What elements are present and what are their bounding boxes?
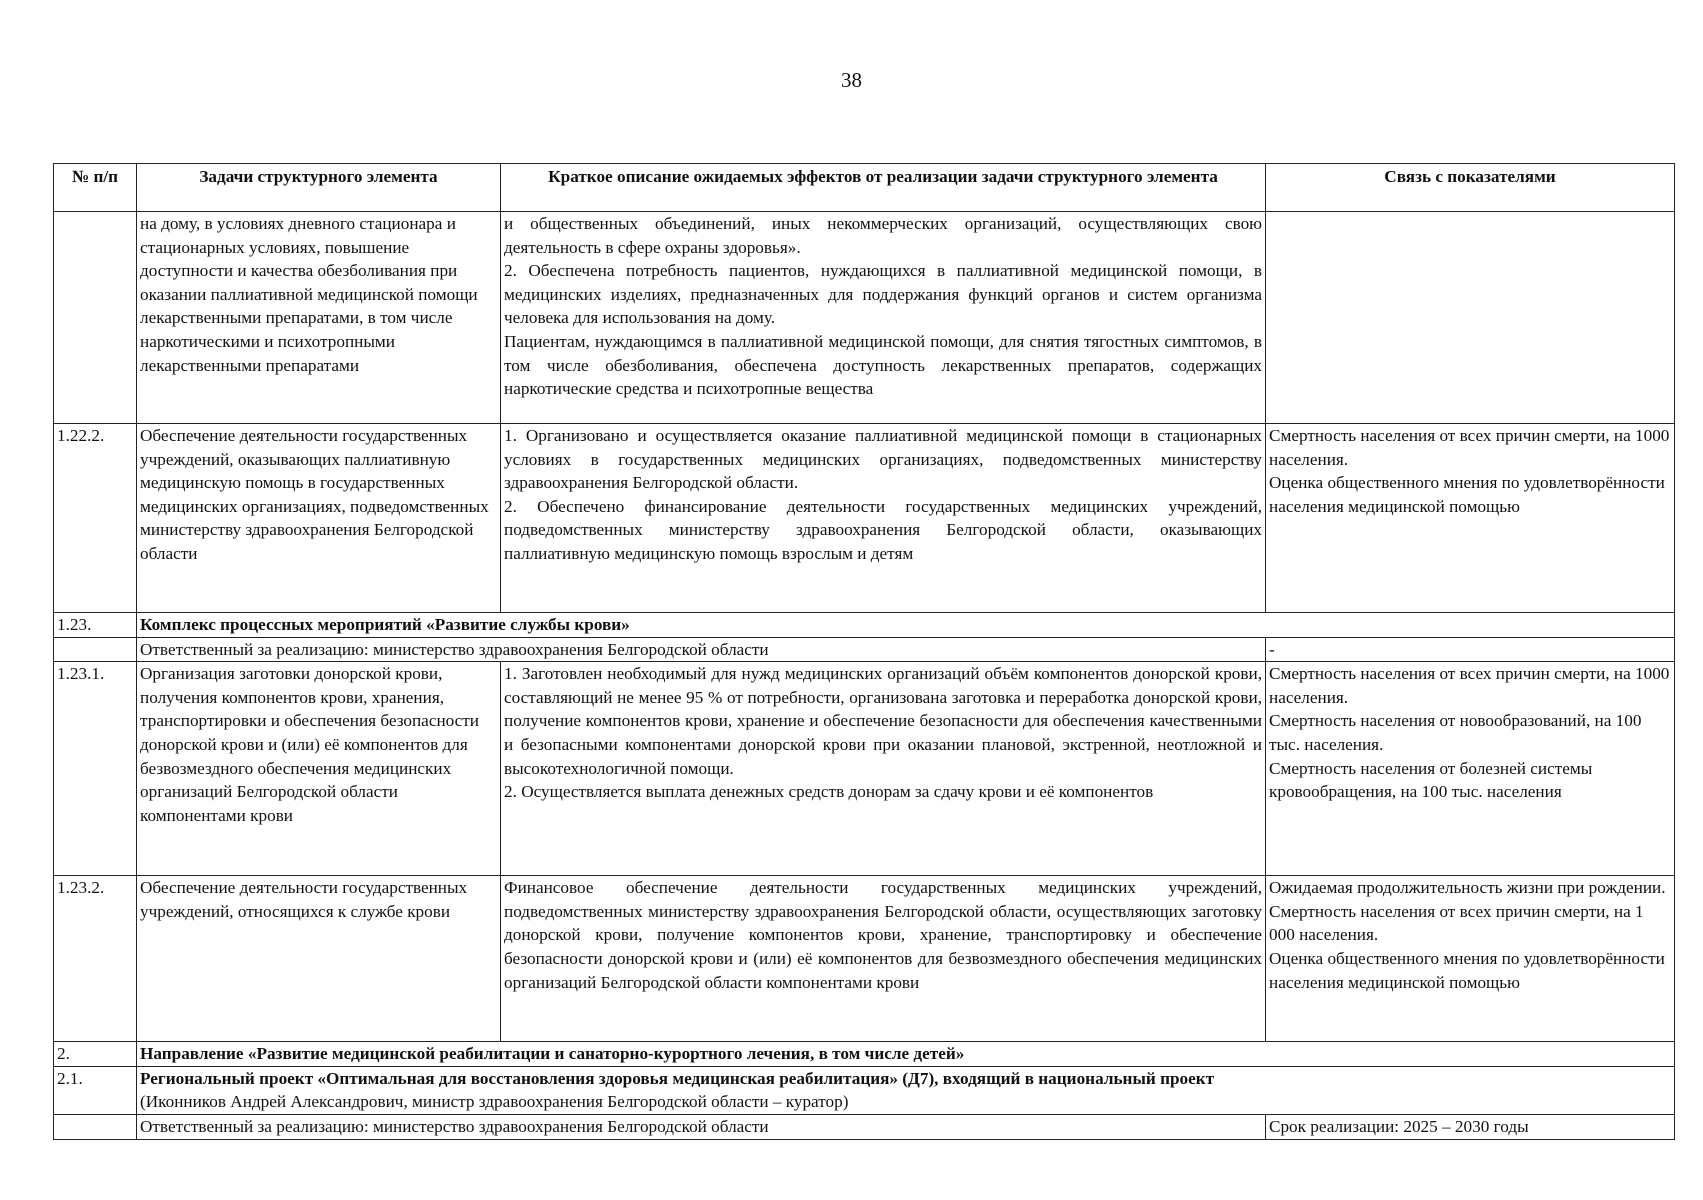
row-effects	[501, 876, 1266, 1042]
section-row	[54, 1066, 1675, 1114]
effect-item: 2. Осуществляется выплата денежных средств донорам за сдачу крови и её компонентов	[504, 782, 1154, 802]
effect-item: 2. Обеспечена потребность пациентов, нуждающихся в паллиативной медицинской помощи, в медицинских изделиях, предназначенных для поддержания функций органов и систем организма человека для использования на дому.	[504, 261, 1262, 328]
row-number: 1.23.2.	[54, 876, 137, 1042]
row-task: Обеспечение деятельности государственных учреждений, оказывающих паллиативную медицинскую помощь в государственных медицинских организациях, подведомственных министерству здравоохранения Белгородской области	[137, 424, 501, 613]
responsible-right: Срок реализации: 2025 – 2030 годы	[1266, 1114, 1675, 1139]
table-row	[54, 212, 1675, 424]
effect-item: 1. Заготовлен необходимый для нужд медицинских организаций объём компонентов донорской крови, составляющий не менее 95 % от потребности, организована заготовка и переработка донорской крови, получение компонентов крови, хранение и обеспечение безопасности для обеспечения качественными и безопасными компонентами донорской крови при оказании плановой, экстренной, неотложной и высокотехнологичной помощи.	[504, 664, 1262, 778]
project-curator: (Иконников Андрей Александрович, министр здравоохранения Белгородской области – куратор)	[140, 1092, 849, 1112]
responsible-text: Ответственный за реализацию: министерство здравоохранения Белгородской области	[137, 637, 1266, 662]
row-number	[54, 637, 137, 662]
indicator-item: Смертность населения от болезней системы кровообращения, на 100 тыс. населения	[1269, 758, 1593, 802]
header-num: № п/п	[54, 164, 137, 212]
responsible-right: -	[1266, 637, 1675, 662]
responsible-row	[54, 637, 1675, 662]
section-title: Комплекс процессных мероприятий «Развитие службы крови»	[137, 613, 1675, 638]
row-indicators	[1266, 212, 1675, 424]
table-row	[54, 662, 1675, 876]
effect-item: Финансовое обеспечение деятельности государственных медицинских учреждений, подведомственных министерству здравоохранения Белгородской области, осуществляющих заготовку донорской крови, получение компонентов крови, хранение, транспортировку и обеспечение безопасности донорской крови и (или) её компонентов для безвозмездного обеспечения медицинских организаций Белгородской области компонентами крови	[504, 878, 1262, 992]
tasks-table	[53, 163, 1675, 1140]
row-task: Обеспечение деятельности государственных учреждений, относящихся к службе крови	[137, 876, 501, 1042]
indicator-item: Смертность населения от новообразований, на 100 тыс. населения.	[1269, 711, 1642, 754]
effect-item: 2. Обеспечено финансирование деятельности государственных медицинских учреждений, подведомственных министерству здравоохранения Белгородской области, оказывающих паллиативную медицинскую помощь взрослым и детям	[504, 496, 1262, 563]
indicator-item: Ожидаемая продолжительность жизни при рождении.	[1269, 878, 1666, 898]
row-number: 2.	[54, 1042, 137, 1067]
row-task: Организация заготовки донорской крови, получения компонентов крови, хранения, транспортировки и обеспечения безопасности донорской крови и (или) её компонентов для безвозмездного обеспечения медицинских организаций Белгородской области компонентами крови	[137, 662, 501, 876]
section-row	[54, 1042, 1675, 1067]
section-title: Направление «Развитие медицинской реабилитации и санаторно-курортного лечения, в том числе детей»	[137, 1042, 1675, 1067]
project-cell	[137, 1066, 1675, 1114]
table-row	[54, 876, 1675, 1042]
project-title: Региональный проект «Оптимальная для восстановления здоровья медицинская реабилитация» (Д7), входящий в национальный проект	[140, 1068, 1215, 1088]
effect-item: Пациентам, нуждающимся в паллиативной медицинской помощи, для снятия тягостных симптомов, в том числе обезболивания, обеспечена доступность лекарственных препаратов, содержащих наркотические средства и психотропные вещества	[504, 331, 1262, 399]
effect-item: и общественных объединений, иных некоммерческих организаций, осуществляющих свою деятельность в сфере охраны здоровья».	[504, 214, 1262, 257]
row-number	[54, 212, 137, 424]
table-row	[54, 424, 1675, 613]
indicator-item: Оценка общественного мнения по удовлетворённости населения медицинской помощью	[1269, 948, 1665, 992]
responsible-row	[54, 1114, 1675, 1139]
page-number: 38	[841, 68, 862, 92]
row-indicators	[1266, 876, 1675, 1042]
row-number: 1.23.	[54, 613, 137, 638]
header-tasks: Задачи структурного элемента	[137, 164, 501, 212]
indicator-item: Оценка общественного мнения по удовлетворённости населения медицинской помощью	[1269, 473, 1665, 516]
table-header-row	[54, 164, 1675, 212]
header-indicators: Связь с показателями	[1266, 164, 1675, 212]
row-task: на дому, в условиях дневного стационара и стационарных условиях, повышение доступности и качества обезболивания при оказании паллиативной медицинской помощи лекарственными препаратами, в том числе наркотическими и психотропными лекарственными препаратами	[137, 212, 501, 424]
effect-item: 1. Организовано и осуществляется оказание паллиативной медицинской помощи в стационарных условиях в государственных медицинских организациях, подведомственных министерству здравоохранения Белгородской области.	[504, 426, 1262, 493]
indicator-item: Смертность населения от всех причин смерти, на 1000 населения.	[1269, 664, 1670, 707]
row-number: 2.1.	[54, 1066, 137, 1114]
row-number: 1.22.2.	[54, 424, 137, 613]
header-effects: Краткое описание ожидаемых эффектов от реализации задачи структурного элемента	[501, 164, 1266, 212]
row-effects	[501, 212, 1266, 424]
row-number: 1.23.1.	[54, 662, 137, 876]
row-effects	[501, 662, 1266, 876]
responsible-text: Ответственный за реализацию: министерство здравоохранения Белгородской области	[137, 1114, 1266, 1139]
section-row	[54, 613, 1675, 638]
row-number	[54, 1114, 137, 1139]
row-indicators	[1266, 424, 1675, 613]
indicator-item: Смертность населения от всех причин смерти, на 1 000 населения.	[1269, 901, 1644, 945]
indicator-item: Смертность населения от всех причин смерти, на 1000 населения.	[1269, 426, 1670, 469]
row-effects	[501, 424, 1266, 613]
row-indicators	[1266, 662, 1675, 876]
